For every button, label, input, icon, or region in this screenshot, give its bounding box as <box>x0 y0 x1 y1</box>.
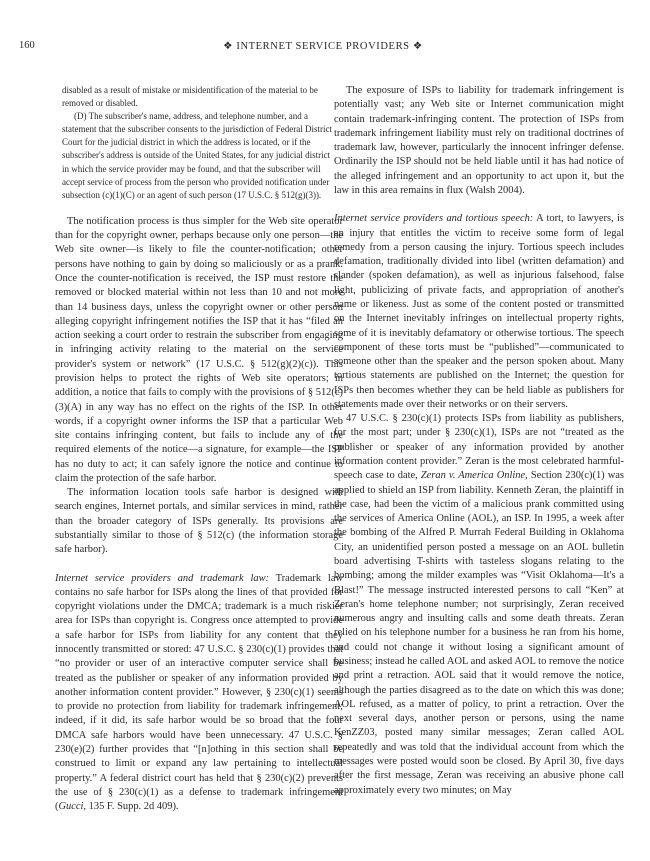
quote-paragraph: disabled as a result of mistake or misidentification of the material to be removed or disabled. <box>62 85 318 109</box>
paragraph-text: , Section 230(c)(1) was applied to shield an ISP from liability. Kenneth Zeran, the plaintiff in the case, had been the victim of a malicious prank committed using the services of America Online (AOL), an ISP. In 1995, a week after the bombing of the Alfred P. Murrah Federal Building in Oklahoma City, an unidentified person posted a message on an AOL bulletin board advertising T-shirts with tasteless slogans relating to the bombing; among the milder examples was “Visit Oklahoma—It's a Blast!” The message instructed interested persons to call “Ken” at Zeran's home telephone number; not surprisingly, Zeran received numerous angry and insulting calls and some death threats. Zeran relied on his telephone number for a business he ran from his home, and could not change it without losing a significant amount of business; instead he called AOL and asked AOL to remove the notice and print a retraction. AOL said that it would remove the notice, although the parties disagreed as to the date on which this was done; AOL refused, as a matter of policy, to print a retraction. Over the next several days, another person or persons, using the name KenZZ03, posted many similar messages; Zeran called AOL repeatedly and was told that the individual account from which the messages were posted would soon be closed. By April 30, five days after the first message, Zeran was receiving an abusive phone call approximately every two minutes; on May <box>334 470 624 796</box>
body-paragraph <box>334 212 624 412</box>
page-number: 160 <box>19 40 35 51</box>
case-name: Gucci <box>58 801 84 813</box>
body-paragraph: The information location tools safe harbor is designed with search engines, Internet portals, and similar services in mind, rather than the broader category of ISPs generally. Its provisions are substantially similar to those of § 512(c) (the information storage safe harbor). <box>55 487 343 556</box>
body-paragraph: The notification process is thus simpler for the Web site operator than for the copyright owner, perhaps because only one person—the Web site owner—is likely to file the counter-notification; other persons have nothing to gain by doing so maliciously or as a prank. Once the counter-notification is received, the ISP must restore the removed or blocked material within not less than 10 and not more than 14 business days, unless the copyright owner or other person alleging copyright infringement notifies the ISP that it has “filed an action seeking a court order to restrain the subscriber from engaging in infringing activity relating to the material on the service provider's system or network” (17 U.S.C. § 512(g)(2)(c)). This provision helps to protect the rights of Web site operators; in addition, a notice that fails to comply with the provisions of § 512(c)(3)(A) in any way has no effect on the rights of the ISP. In other words, if a copyright owner informs the ISP that a particular Web site contains infringing content, but fails to include any of the required elements of the notice—a signature, for example—the ISP has no duty to act; it can safely ignore the notice and continue to claim the protection of the safe harbor. <box>55 215 343 484</box>
body-paragraph <box>334 412 624 798</box>
block-quote <box>62 84 336 202</box>
body-paragraph <box>55 572 343 815</box>
case-name: Zeran v. America Online <box>420 470 526 482</box>
paragraph-text: A tort, to lawyers, is an injury that entitles the victim to receive some form of legal remedy from a person causing the injury. Tortious speech includes defamation, traditionally divided into libel (written defamation) and slander (spoken defamation), as well as injurious falsehood, false light, publicizing of private facts, and appropriation of another's name or likeness. Just as some of the content posted or transmitted on the Internet inevitably infringes on intellectual property rights, some of it is inevitably defamatory or otherwise tortious. The speech component of these torts must be “published”—communicated to someone other than the speaker and the person spoken about. Many tortious statements are published on the Internet; the question for ISPs then becomes whether they can be held liable as publishers for statements made over their networks or on their servers. <box>334 213 624 410</box>
page-header <box>19 40 627 56</box>
quote-paragraph: (D) The subscriber's name, address, and telephone number, and a statement that the subscriber consents to the jurisdiction of Federal District Court for the judicial district in which the address is located, or if the subscriber's address is outside of the United States, for any judicial district in which the service provider may be found, and that the subscriber will accept service of process from the person who provided notification under subsection (c)(1)(C) or an agent of such person (17 U.S.C. § 512(g)(3)). <box>62 111 332 200</box>
running-head: ❖ INTERNET SERVICE PROVIDERS ❖ <box>223 41 423 52</box>
paragraph-text: 47 U.S.C. § 230(c)(1) protects ISPs from liability as publishers, for the most part; under § 230(c)(1), ISPs are not “treated as the publisher or speaker of any information provided by another information content provider.” Zeran is the most celebrated harmful-speech case to date, <box>334 413 624 482</box>
paragraph-text: Trademark law contains no safe harbor for ISPs along the lines of that provided for copyright violations under the DMCA; trademark is a much riskier area for ISPs than copyright is. Congress once attempted to provide a safe harbor for ISPs from liability for any content that they innocently transmitted or stored: 47 U.S.C. § 230(c)(1) provides that “no provider or user of an interactive computer service shall be treated as the publisher or speaker of any information provided by another information content provider.” However, § 230(c)(1) seems to provide no protection from liability for trademark infringement; indeed, if it did, its safe harbor would be so broad that the four DMCA safe harbors would have been unnecessary. 47 U.S.C. § 230(e)(2) further provides that “[n]othing in this section shall be construed to limit or expand any law pertaining to intellectual property.” A federal district court has held that § 230(c)(2) prevents the use of § 230(c)(1) as a defense to trademark infringement ( <box>55 572 343 813</box>
left-column <box>55 84 343 814</box>
section-subhead: Internet service providers and trademark law: <box>55 572 270 584</box>
paragraph-text: , 135 F. Supp. 2d 409). <box>83 801 179 813</box>
section-subhead: Internet service providers and tortious speech: <box>334 213 534 225</box>
body-paragraph: The exposure of ISPs to liability for trademark infringement is potentially vast; any Web site or Internet communication might contain trademark-infringing content. The protection of ISPs from trademark infringement liability must rely on traditional doctrines of trademark law, however, particularly the innocent infringer defense. Ordinarily the ISP should not be held liable until it has had notice of the alleged infringement and an opportunity to act upon it, but the law in this area remains in flux (Walsh 2004). <box>334 85 624 196</box>
right-column <box>334 84 624 798</box>
